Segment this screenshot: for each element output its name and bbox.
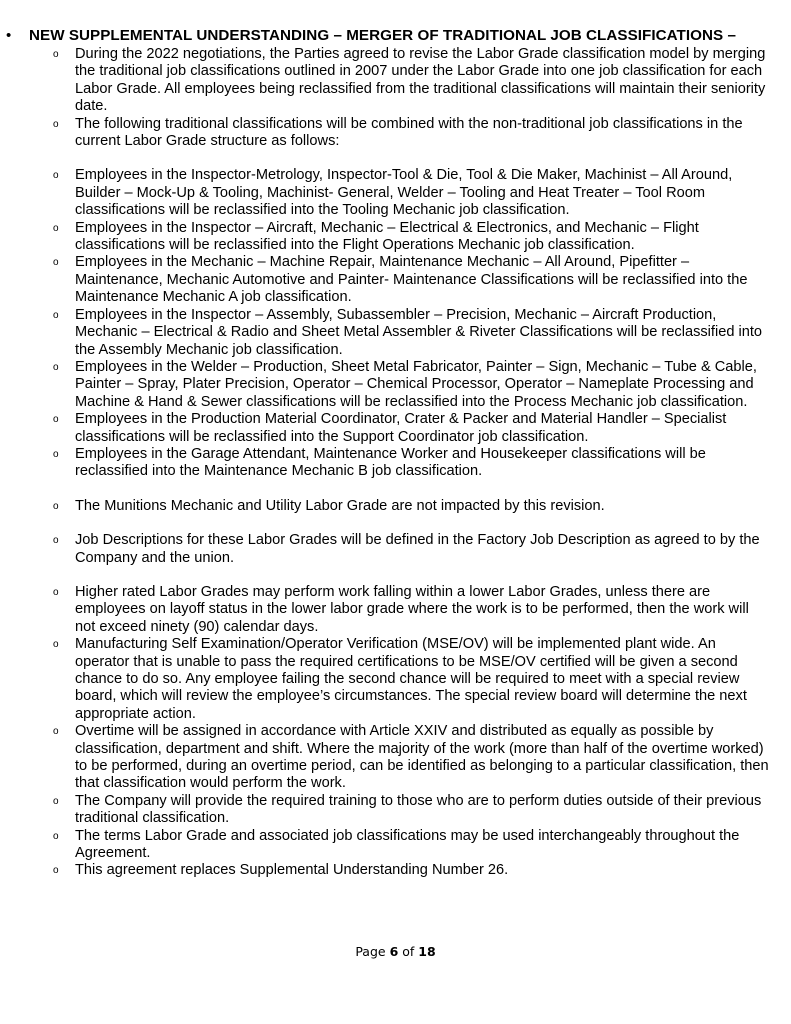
sub-bullet-marker: o: [53, 586, 59, 598]
list-item-text: Employees in the Welder – Production, Sheet Metal Fabricator, Painter – Sign, Mechanic – Tube & Cable, Painter – Spray, Plater Precision, Operator – Chemical Processor, Operator – Nameplate Processing and Machine & Hand & Sewer classifications will be reclassified into the Process Mechanic job classification.: [75, 358, 757, 410]
page-of-label: of: [398, 944, 419, 959]
list-item: [0, 532, 791, 567]
sub-bullet-marker: o: [53, 830, 59, 842]
sub-bullet-marker: o: [53, 361, 59, 373]
sub-bullet-marker: o: [53, 500, 59, 512]
list-item: [0, 359, 791, 411]
list-item: [0, 498, 791, 515]
spacer: [0, 515, 791, 532]
list-item-text: Manufacturing Self Examination/Operator Verification (MSE/OV) will be implemented plant wide. An operator that is unable to pass the required certifications to be MSE/OV certified will be given a second chance to do so. Any employee failing the second chance will be required to meet with a special review board, which will review the employee’s circumstances. The special review board will determine the next appropriate action.: [75, 636, 747, 722]
current-page-number: 6: [389, 944, 399, 959]
total-page-number: 18: [418, 944, 436, 959]
list-item: [0, 828, 791, 863]
list-item: [0, 584, 791, 636]
list-item: [0, 254, 791, 306]
list-item: [0, 636, 791, 723]
list-item-text: Employees in the Inspector-Metrology, Inspector-Tool & Die, Tool & Die Maker, Machinist – All Around, Builder – Mock-Up & Tooling, Machinist- General, Welder – Tooling and Heat Treater – Tool Room classifications will be reclassified into the Tooling Mechanic job classification.: [75, 167, 733, 219]
page-number-footer: [0, 944, 791, 960]
list-item-text: The following traditional classifications will be combined with the non-traditional job classifications in the current Labor Grade structure as follows:: [75, 115, 743, 150]
sub-bullet-marker: o: [53, 222, 59, 234]
list-item: [0, 446, 791, 481]
list-item-text: Employees in the Inspector – Assembly, Subassembler – Precision, Mechanic – Aircraft Production, Mechanic – Electrical & Radio and Sheet Metal Assembler & Riveter Classifications will be reclassified into the Assembly Mechanic job classification.: [75, 306, 763, 358]
sub-bullet-marker: o: [53, 726, 59, 738]
sub-bullet-marker: o: [53, 535, 59, 547]
list-item: [0, 862, 791, 879]
list-item-text: Employees in the Garage Attendant, Maintenance Worker and Housekeeper classifications will be reclassified into the Maintenance Mechanic B job classification.: [75, 445, 706, 480]
sub-item-list: [0, 46, 791, 880]
list-item: [0, 220, 791, 255]
list-item-text: Higher rated Labor Grades may perform work falling within a lower Labor Grades, unless there are employees on layoff status in the lower labor grade where the work is to be performed, then the work will not exceed ninety (90) calendar days.: [75, 583, 749, 635]
bullet-marker: •: [6, 27, 12, 44]
sub-bullet-marker: o: [53, 257, 59, 269]
page-label: Page: [355, 944, 390, 959]
sub-bullet-marker: o: [53, 309, 59, 321]
list-item-text: This agreement replaces Supplemental Understanding Number 26.: [75, 862, 509, 879]
list-item-text: Employees in the Mechanic – Machine Repair, Maintenance Mechanic – All Around, Pipefitter – Maintenance, Mechanic Automotive and Painter- Maintenance Classifications will be reclassified into the Maintenance Mechanic A job classification.: [75, 254, 748, 306]
list-item-text: Overtime will be assigned in accordance with Article XXIV and distributed as equally as possible by classification, department and shift. Where the majority of the work (more than half of the overtime worked) to be performed, during an overtime period, can be identified as belonging to a particular classification, then that classification would perform the work.: [75, 723, 769, 792]
list-item-text: The Company will provide the required training to those who are to perform duties outside of their previous traditional classification.: [75, 792, 762, 827]
list-item: [0, 723, 791, 793]
list-item: [0, 116, 791, 151]
sub-bullet-marker: o: [53, 49, 59, 60]
list-item: [0, 411, 791, 446]
sub-bullet-marker: o: [53, 170, 59, 182]
spacer: [0, 150, 791, 167]
spacer: [0, 481, 791, 498]
list-item-text: During the 2022 negotiations, the Parties agreed to revise the Labor Grade classification model by merging the traditional job classifications outlined in 2007 under the Labor Grade into one job classification for each Labor Grade. All employees being reclassified from the traditional classifications will maintain their seniority date.: [75, 46, 766, 115]
sub-bullet-marker: o: [53, 448, 59, 460]
list-item-text: Job Descriptions for these Labor Grades will be defined in the Factory Job Description as agreed to by the Company and the union.: [75, 532, 760, 566]
spacer: [0, 567, 791, 584]
list-item: [0, 167, 791, 219]
list-item-text: The Munitions Mechanic and Utility Labor Grade are not impacted by this revision.: [75, 497, 605, 514]
sub-bullet-marker: o: [53, 795, 59, 807]
list-item-text: The terms Labor Grade and associated job classifications may be used interchangeably throughout the Agreement.: [75, 827, 740, 862]
list-item: [0, 46, 791, 116]
list-item: [0, 793, 791, 828]
section-title: NEW SUPPLEMENTAL UNDERSTANDING – MERGER OF TRADITIONAL JOB CLASSIFICATIONS –: [29, 27, 736, 44]
sub-bullet-marker: o: [53, 414, 59, 426]
list-item-text: Employees in the Production Material Coordinator, Crater & Packer and Material Handler – Specialist classifications will be reclassified into the Support Coordinator job classification.: [75, 411, 727, 445]
list-item: [0, 307, 791, 359]
sub-bullet-marker: o: [53, 118, 59, 130]
list-item-text: Employees in the Inspector – Aircraft, Mechanic – Electrical & Electronics, and Mechanic – Flight classifications will be reclassified into the Flight Operations Mechanic job classification.: [75, 219, 699, 254]
section-heading: [0, 26, 791, 46]
sub-bullet-marker: o: [53, 865, 59, 877]
sub-bullet-marker: o: [53, 639, 59, 651]
